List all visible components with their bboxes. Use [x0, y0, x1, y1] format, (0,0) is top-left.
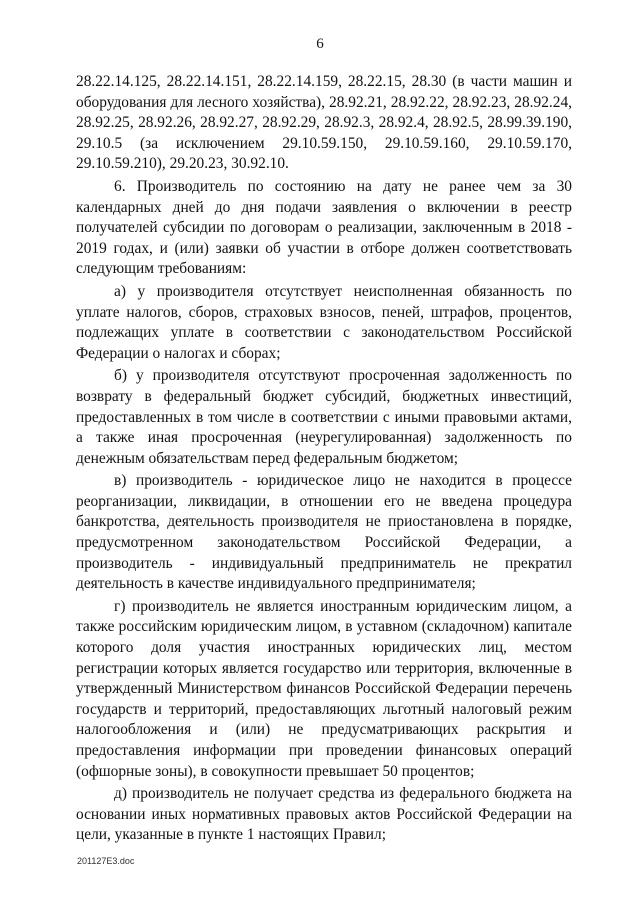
document-body [76, 72, 572, 846]
paragraph-subitem-a: а) у производителя отсутствует неисполненная обязанность по уплате налогов, сборов, страховых взносов, пеней, штрафов, процентов, подлежащих уплате в соответствии с законодательством Российской Федерации о налогах и сборах; [76, 282, 572, 362]
paragraph-item-6: 6. Производитель по состоянию на дату не ранее чем за 30 календарных дней до дня подачи заявления о включении в реестр получателей субсидии по договорам о реализации, заключенным в 2018 - 2019 годах, и (или) заявки об участии в отборе должен соответствовать следующим требованиям: [76, 177, 572, 278]
file-name-footer: 201127E3.doc [77, 856, 135, 866]
paragraph-subitem-g: г) производитель не является иностранным юридическим лицом, а также российским юридическим лицом, в уставном (складочном) капитале которого доля участия иностранных юридических лиц, местом регистрации которых является государство или территория, включенные в утвержденный Министерством финансов Российской Федерации перечень государств и территорий, предоставляющих льготный налоговый режим налогообложения и (или) не предусматривающих раскрытия и предоставления информации при проведении финансовых операций (офшорные зоны), в совокупности превышает 50 процентов; [76, 597, 572, 780]
paragraph-okpd-codes: 28.22.14.125, 28.22.14.151, 28.22.14.159, 28.22.15, 28.30 (в части машин и оборудования для лесного хозяйства), 28.92.21, 28.92.22, 28.92.23, 28.92.24, 28.92.25, 28.92.26, 28.92.27, 28.92.29, 28.92.3, 28.92.4, 28.92.5, 28.99.39.190, 29.10.5 (за исключением 29.10.59.150, 29.10.59.160, 29.10.59.170, 29.10.59.210), 29.20.23, 30.92.10. [76, 73, 572, 173]
paragraph-subitem-b: б) у производителя отсутствуют просроченная задолженность по возврату в федеральный бюджет субсидий, бюджетных инвестиций, предоставленных в том числе в соответствии с иными правовыми актами, а также иная просроченная (неурегулированная) задолженность по денежным обязательствам перед федеральным бюджетом; [76, 367, 572, 467]
paragraph-subitem-v: в) производитель - юридическое лицо не находится в процессе реорганизации, ликвидации, в отношении его не введена процедура банкротства, деятельность производителя не приостановлена в порядке, предусмотренном законодательством Российской Федерации, а производитель - индивидуальный предприниматель не прекратил деятельность в качестве индивидуального предпринимателя; [76, 472, 572, 593]
paragraph-subitem-d: д) производитель не получает средства из федерального бюджета на основании иных нормативных правовых актов Российской Федерации на цели, указанные в пункте 1 настоящих Правил; [76, 785, 572, 844]
page-number: 6 [316, 36, 324, 52]
